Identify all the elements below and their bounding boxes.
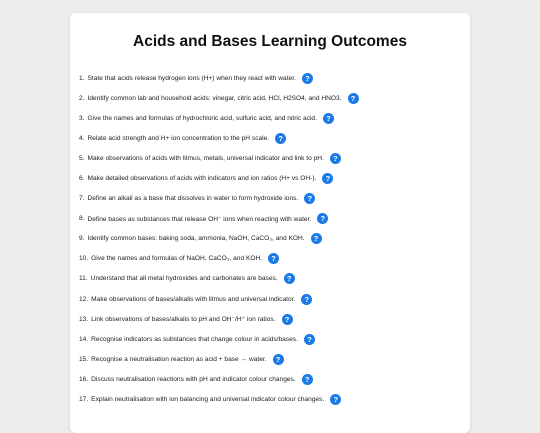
outcome-text: Give the names and formulas of NaOH, CaCO₃, and KOH. <box>91 255 263 263</box>
outcome-number: 13. <box>79 315 89 323</box>
outcome-item <box>79 128 464 148</box>
outcomes-card <box>70 13 470 433</box>
help-icon[interactable]: ? <box>302 374 313 385</box>
help-icon[interactable]: ? <box>330 153 341 164</box>
outcome-number: 14. <box>79 335 89 343</box>
outcome-number: 11. <box>79 275 88 283</box>
outcome-item <box>79 209 464 229</box>
outcome-text: Identify common bases: baking soda, ammonia, NaOH, CaCO₃, and KOH. <box>87 235 305 243</box>
outcome-number: 12. <box>79 295 89 303</box>
help-icon[interactable]: ? <box>302 73 313 84</box>
outcome-number: 3. <box>79 114 85 122</box>
outcome-item <box>79 189 464 209</box>
help-icon[interactable]: ? <box>273 354 284 365</box>
outcome-number: 8. <box>79 215 85 223</box>
outcome-text: Understand that all metal hydroxides and carbonates are bases. <box>90 275 278 283</box>
outcome-text: Make detailed observations of acids with indicators and ion ratios (H+ vs OH-). <box>87 175 317 183</box>
outcome-text: Define bases as substances that release OH⁻ ions when reacting with water. <box>87 215 312 223</box>
help-icon[interactable]: ? <box>275 133 286 144</box>
outcome-number: 16. <box>79 375 89 383</box>
outcome-text: Make observations of acids with litmus, metals, universal indicator and link to pH. <box>87 154 324 162</box>
help-icon[interactable]: ? <box>268 253 279 264</box>
outcome-text: Explain neutralisation with ion balancing and universal indicator colour changes. <box>91 396 325 404</box>
outcome-number: 10. <box>79 255 89 263</box>
outcome-item <box>79 148 464 168</box>
outcome-number: 7. <box>79 195 85 203</box>
outcome-item <box>79 349 464 369</box>
outcome-number: 1. <box>79 74 85 82</box>
outcome-item <box>79 249 464 269</box>
outcome-number: 5. <box>79 154 85 162</box>
outcome-text: State that acids release hydrogen ions (H+) when they react with water. <box>87 74 296 82</box>
outcome-item <box>79 229 464 249</box>
outcome-text: Make observations of bases/alkalis with litmus and universal indicator. <box>91 295 296 303</box>
outcome-item <box>79 88 464 108</box>
outcome-number: 2. <box>79 94 85 102</box>
outcome-number: 4. <box>79 134 85 142</box>
help-icon[interactable]: ? <box>323 113 334 124</box>
outcome-item <box>79 390 464 410</box>
outcome-item <box>79 289 464 309</box>
outcome-number: 17. <box>79 396 89 404</box>
outcome-item <box>79 108 464 128</box>
outcome-item <box>79 269 464 289</box>
outcome-item <box>79 309 464 329</box>
help-icon[interactable]: ? <box>304 193 315 204</box>
outcome-item <box>79 329 464 349</box>
help-icon[interactable]: ? <box>282 314 293 325</box>
help-icon[interactable]: ? <box>348 93 359 104</box>
help-icon[interactable]: ? <box>330 394 341 405</box>
outcome-text: Discuss neutralisation reactions with pH and indicator colour changes. <box>91 375 296 383</box>
outcome-item <box>79 68 464 88</box>
outcome-number: 15. <box>79 355 89 363</box>
outcome-text: Define an alkali as a base that dissolves in water to form hydroxide ions. <box>87 195 299 203</box>
outcome-text: Recognise a neutralisation reaction as acid + base → water. <box>91 355 267 363</box>
help-icon[interactable]: ? <box>311 233 322 244</box>
outcome-text: Recognise indicators as substances that change colour in acids/bases. <box>91 335 298 343</box>
outcomes-list <box>79 68 464 410</box>
outcome-number: 6. <box>79 175 85 183</box>
outcome-number: 9. <box>79 235 85 243</box>
outcome-text: Relate acid strength and H+ ion concentration to the pH scale. <box>87 134 270 142</box>
outcome-item <box>79 168 464 188</box>
outcome-item <box>79 369 464 389</box>
help-icon[interactable]: ? <box>322 173 333 184</box>
outcome-text: Give the names and formulas of hydrochloric acid, sulfuric acid, and nitric acid. <box>87 114 317 122</box>
help-icon[interactable]: ? <box>284 273 295 284</box>
outcome-text: Link observations of bases/alkalis to pH and OH⁻/H⁺ ion ratios. <box>91 316 276 324</box>
page-title: Acids and Bases Learning Outcomes <box>133 33 407 50</box>
help-icon[interactable]: ? <box>317 213 328 224</box>
help-icon[interactable]: ? <box>304 334 315 345</box>
help-icon[interactable]: ? <box>301 294 312 305</box>
outcome-text: Identify common lab and household acids: vinegar, citric acid, HCl, H2SO4, and HNO3. <box>87 94 342 102</box>
